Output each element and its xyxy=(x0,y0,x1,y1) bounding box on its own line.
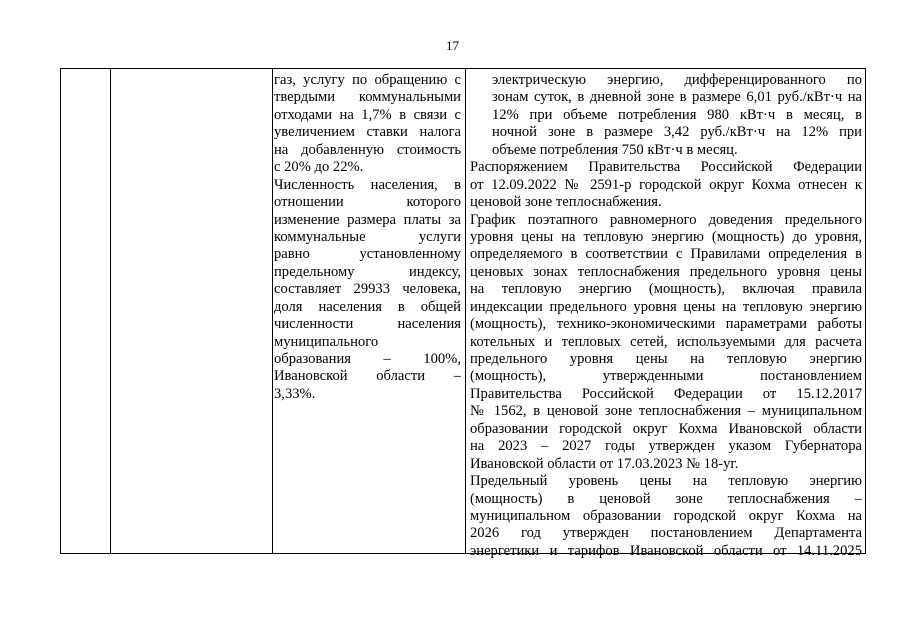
text-line: предельного уровня цены на тепловую энергию xyxy=(470,351,862,367)
text-line: от 12.09.2022 № 2591-р городской округ Кохма отнесен к xyxy=(470,176,862,193)
text-line: на добавленную стоимость xyxy=(274,141,461,158)
text-line: ночной зоне в размере 3,42 руб./кВт·ч на 12% при xyxy=(492,124,862,141)
text-line: равно установленному xyxy=(274,246,461,263)
text-line: отношении которого xyxy=(274,194,461,211)
text-line: газ, услугу по обращению с xyxy=(274,72,461,88)
text-line: муниципальном образовании городской округ Кохма на xyxy=(470,507,862,524)
text-line: Ивановской области – xyxy=(274,368,461,385)
text-line: (мощность), технико-экономическими параметрами работы xyxy=(470,316,862,333)
text-line: электрическую энергию, дифференцированного по xyxy=(492,72,862,88)
text-line: Распоряжением Правительства Российской Федерации xyxy=(470,159,862,176)
text-line: предельному индексу, xyxy=(274,263,461,280)
column-divider xyxy=(110,69,111,553)
text-line: составляет 29933 человека, xyxy=(274,281,461,298)
text-line: отходами на 1,7% в связи с xyxy=(274,106,461,123)
text-line: зонам суток, в дневной зоне в размере 6,01 руб./кВт·ч на xyxy=(492,89,862,106)
text-line: Предельный уровень цены на тепловую энергию xyxy=(470,473,862,490)
column-4-text xyxy=(470,72,862,560)
text-line: муниципального xyxy=(274,333,379,350)
text-line: (мощность), утвержденными постановлением xyxy=(470,368,862,385)
text-line: коммунальные услуги xyxy=(274,228,461,245)
text-line: уровня цены на тепловую энергию (мощность) до уровня, xyxy=(470,228,862,245)
text-line: № 1562, в ценовой зоне теплоснабжения – муниципальном xyxy=(470,403,862,420)
text-line: Правительства Российской Федерации от 15.12.2017 xyxy=(470,385,862,402)
text-line: Численность населения, в xyxy=(274,176,461,193)
text-line: График поэтапного равномерного доведения предельного xyxy=(470,211,862,228)
text-line: (мощность) в ценовой зоне теплоснабжения – xyxy=(470,490,862,507)
text-line: образования – 100%, xyxy=(274,351,461,367)
text-line: ценовой зоне теплоснабжения. xyxy=(470,194,662,211)
column-3-text xyxy=(274,72,461,403)
text-line: с 20% до 22%. xyxy=(274,159,364,176)
text-line: энергетики и тарифов Ивановской области от 14.11.2025 xyxy=(470,542,862,559)
column-divider xyxy=(465,69,466,553)
text-line: изменение размера платы за xyxy=(274,211,461,228)
text-line: ценовых зонах теплоснабжения предельного уровня цены xyxy=(470,263,862,280)
text-line: Ивановской области от 17.03.2023 № 18-уг. xyxy=(470,455,739,472)
text-line: доля населения в общей xyxy=(274,298,461,315)
column-divider xyxy=(272,69,273,553)
text-line: образовании городской округ Кохма Ивановской области xyxy=(470,420,862,437)
text-line: 3,33%. xyxy=(274,385,316,402)
text-line: 2026 год утвержден постановлением Департамента xyxy=(470,525,862,542)
document-table xyxy=(60,68,866,559)
text-line: увеличением ставки налога xyxy=(274,124,461,141)
text-line: индексации предельного уровня цены на тепловую энергию xyxy=(470,298,862,315)
text-line: численности населения xyxy=(274,316,461,333)
text-line: объеме потребления 750 кВт·ч в месяц. xyxy=(492,141,738,158)
text-line: 12% при объеме потребления 980 кВт·ч в месяц, в xyxy=(492,106,862,123)
text-line: на тепловую энергию (мощность), включая правила xyxy=(470,281,862,298)
text-line: определяемого в соответствии с Правилами определения в xyxy=(470,246,862,263)
text-line: на 2023 – 2027 годы утвержден указом Губернатора xyxy=(470,438,862,455)
text-line: твердыми коммунальными xyxy=(274,89,461,106)
page-number: 17 xyxy=(446,38,459,53)
text-line: котельных и тепловых сетей, используемыми для расчета xyxy=(470,333,862,350)
